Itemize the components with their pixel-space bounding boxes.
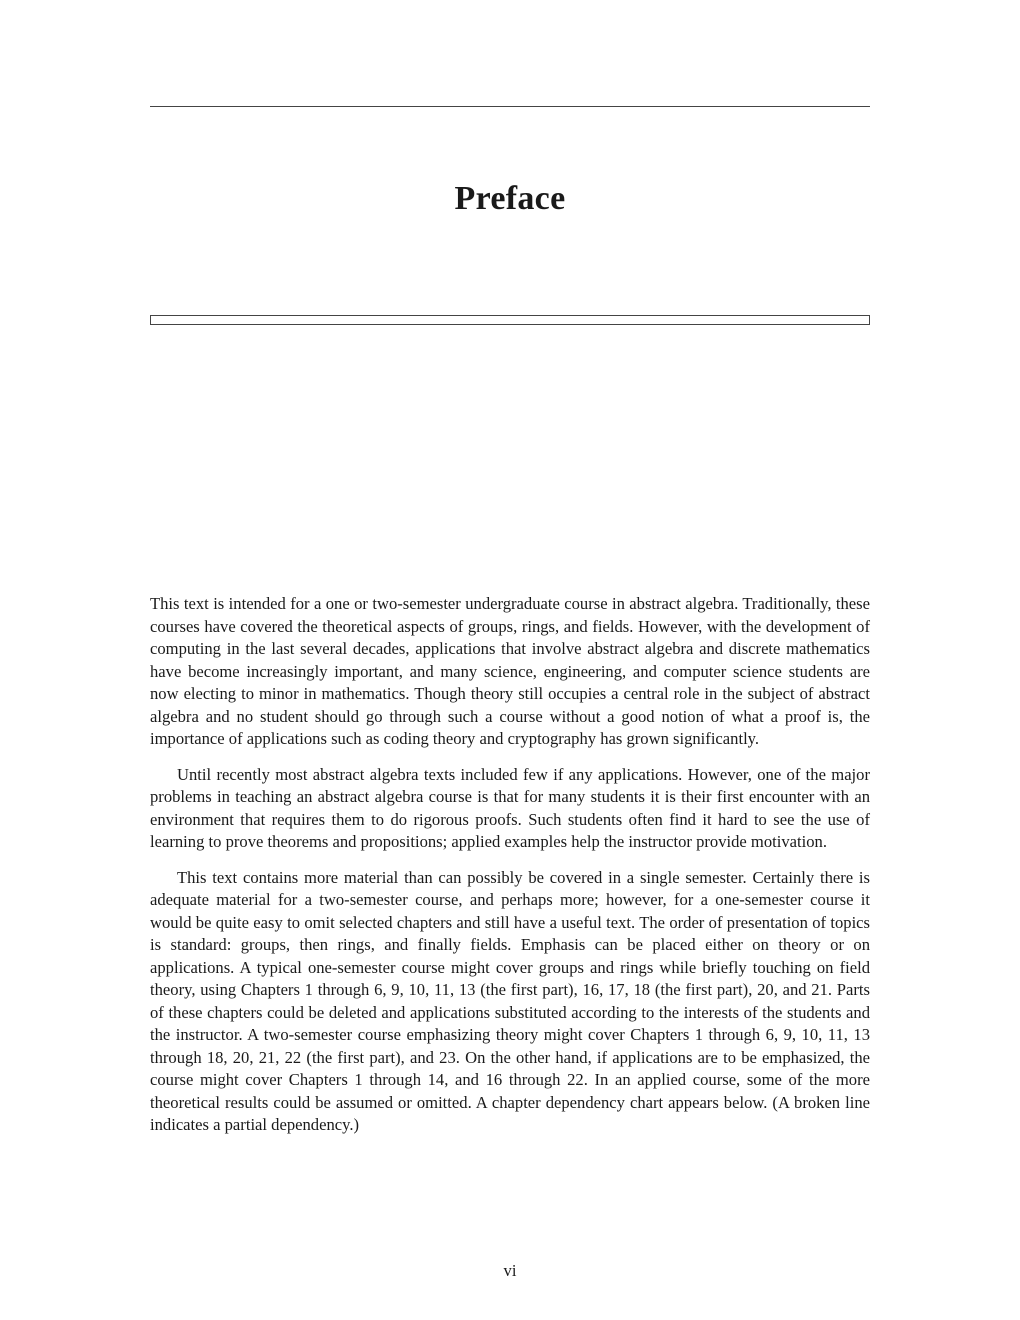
paragraph-1: This text is intended for a one or two-semester undergraduate course in abstract algebra. Traditionally, these courses have covered the theoretical aspects of groups, rings, and fields. However, with the development of computing in the last several decades, applications that involve abstract algebra and discrete mathematics have become increasingly important, and many science, engineering, and computer science students are now electing to minor in mathematics. Though theory still occupies a central role in the subject of abstract algebra and no student should go through such a course without a good notion of what a proof is, the importance of applications such as coding theory and cryptography has grown significantly. (150, 594, 870, 748)
preface-body (150, 593, 870, 1150)
paragraph-2: Until recently most abstract algebra texts included few if any applications. However, one of the major problems in teaching an abstract algebra course is that for many students it is their first encounter with an environment that requires them to do rigorous proofs. Such students often find it hard to see the use of learning to prove theorems and propositions; applied examples help the instructor provide motivation. (150, 764, 870, 851)
paragraph-3: This text contains more material than can possibly be covered in a single semester. Certainly there is adequate material for a two-semester course, and perhaps more; however, for a one-semester course it would be quite easy to omit selected chapters and still have a useful text. The order of presentation of topics is standard: groups, then rings, and finally fields. Emphasis can be placed either on theory or on applications. A typical one-semester course might cover groups and rings while briefly touching on field theory, using Chapters 1 through 6, 9, 10, 11, 13 (the first part), 16, 17, 18 (the first part), 20, and 21. Parts of these chapters could be deleted and applications substituted according to the interests of the students and the instructor. A two-semester course emphasizing theory might cover Chapters 1 through 6, 9, 10, 11, 13 through 18, 20, 21, 22 (the first part), and 23. On the other hand, if applications are to be emphasized, the course might cover Chapters 1 through 14, and 16 through 22. In an applied course, some of the more theoretical results could be assumed or omitted. A chapter dependency chart appears below. (A broken line indicates a partial dependency.) (150, 867, 870, 1134)
title-box-rule (150, 315, 870, 325)
chapter-title: Preface (454, 180, 566, 217)
top-rule-divider (150, 106, 870, 107)
page-number: vi (503, 1261, 517, 1280)
